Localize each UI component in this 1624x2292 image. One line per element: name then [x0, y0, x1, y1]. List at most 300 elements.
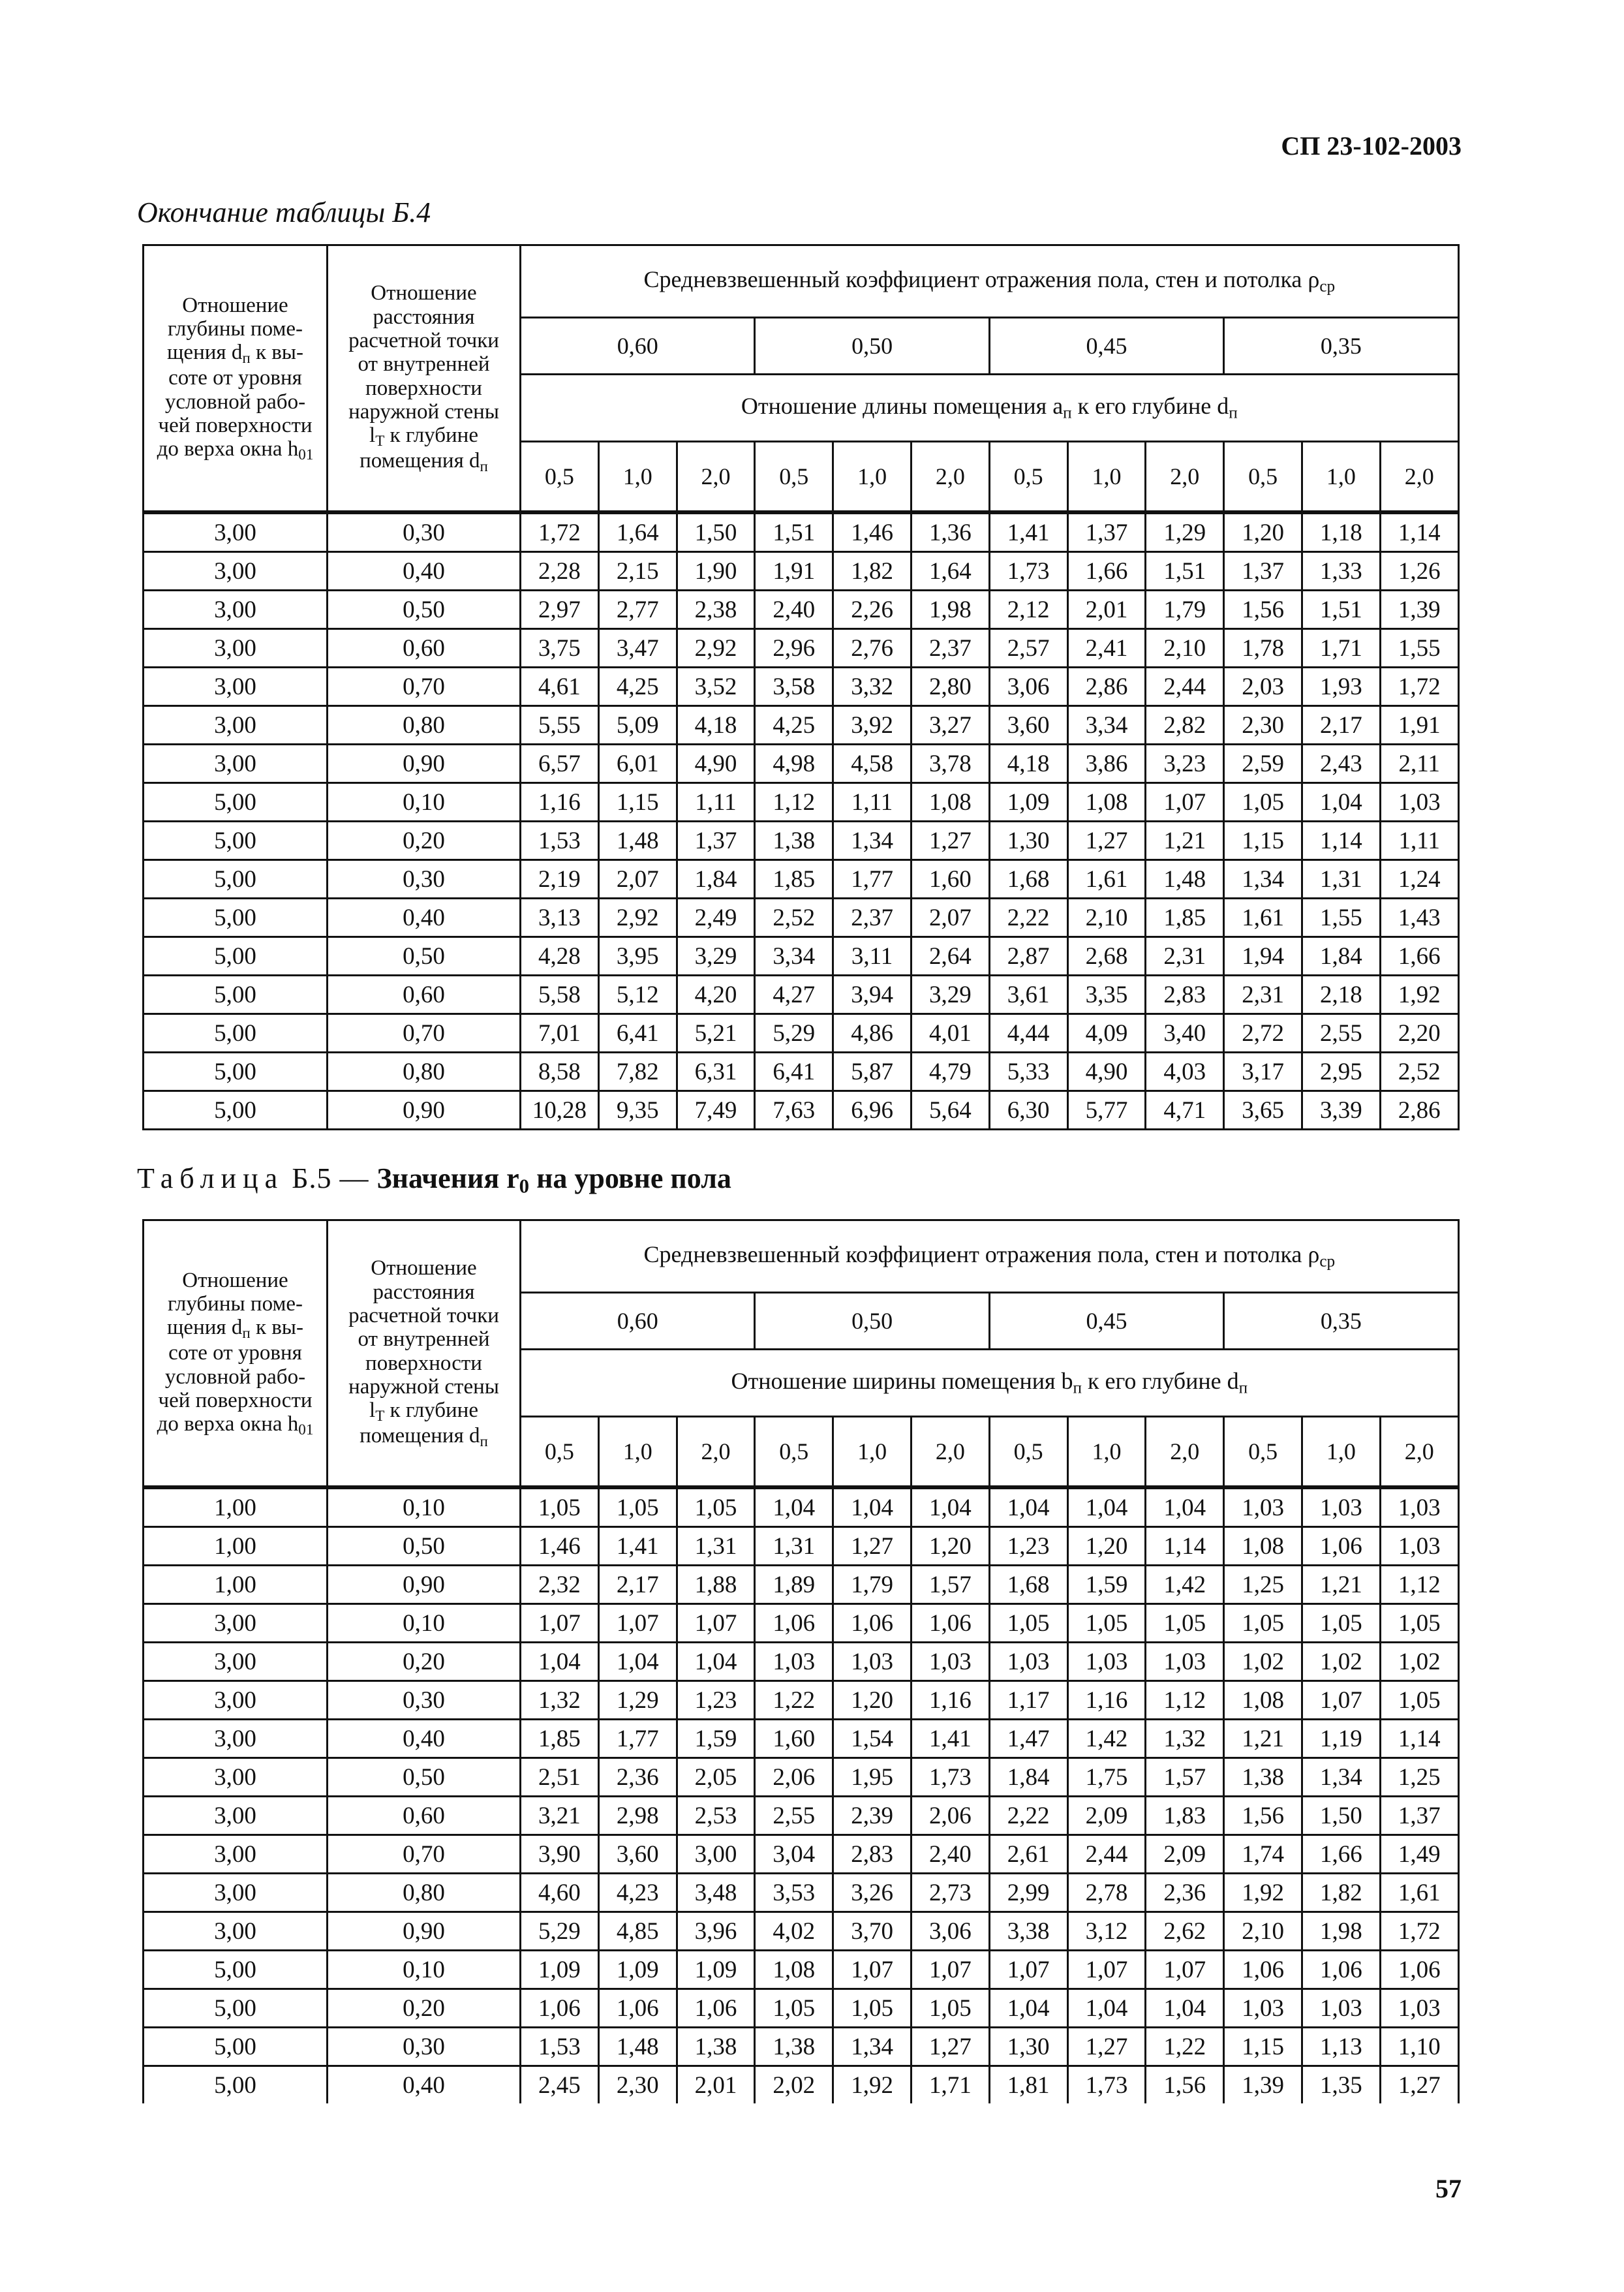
value-cell: 1,05	[1224, 1604, 1302, 1643]
value-cell: 1,05	[911, 1989, 989, 2028]
value-cell: 3,04	[755, 1835, 833, 1874]
distance-ratio-cell: 0,80	[328, 1053, 521, 1091]
value-cell: 1,26	[1380, 552, 1458, 591]
value-cell: 1,48	[1146, 860, 1224, 899]
value-cell: 1,51	[755, 512, 833, 552]
table-b4	[142, 244, 1460, 1130]
value-cell: 1,03	[1380, 783, 1458, 822]
table-row	[144, 1835, 1459, 1874]
value-cell: 6,41	[755, 1053, 833, 1091]
value-cell: 1,55	[1302, 899, 1380, 937]
subcol-header: 0,5	[1224, 442, 1302, 513]
value-cell: 1,89	[755, 1566, 833, 1604]
value-cell: 1,21	[1302, 1566, 1380, 1604]
table-row	[144, 1951, 1459, 1989]
reflectance-header: Средневзвешенный коэффициент отражения пола, стен и потолка $\rho_{ср}$	[521, 245, 1459, 318]
value-cell: 1,05	[521, 1487, 599, 1527]
value-cell: 1,38	[677, 2028, 755, 2066]
value-cell: 1,56	[1146, 2066, 1224, 2104]
value-cell: 1,57	[1146, 1758, 1224, 1797]
value-cell: 2,99	[989, 1874, 1067, 1912]
value-cell: 1,04	[598, 1643, 677, 1681]
value-cell: 6,31	[677, 1053, 755, 1091]
value-cell: 3,35	[1067, 976, 1146, 1014]
value-cell: 1,07	[1302, 1681, 1380, 1720]
value-cell: 6,96	[833, 1091, 912, 1130]
value-cell: 1,07	[598, 1604, 677, 1643]
value-cell: 1,92	[1224, 1874, 1302, 1912]
value-cell: 2,77	[598, 591, 677, 629]
value-cell: 1,37	[1380, 1797, 1458, 1835]
value-cell: 2,22	[989, 899, 1067, 937]
col2-header: Отношение расстояния расчетной точки от внутренней поверхности наружной стены $l_T$ к глубине помещения $d_п$	[328, 245, 521, 513]
value-cell: 2,40	[911, 1835, 989, 1874]
ratio-header: Отношение длины помещения $a_п$ к его глубине $d_п$	[521, 375, 1459, 442]
value-cell: 1,06	[1224, 1951, 1302, 1989]
distance-ratio-cell: 0,30	[328, 512, 521, 552]
subcol-header: 0,5	[1224, 1417, 1302, 1488]
table-row	[144, 2066, 1459, 2104]
value-cell: 1,43	[1380, 899, 1458, 937]
subcol-header: 1,0	[1067, 442, 1146, 513]
subcol-header: 2,0	[911, 1417, 989, 1488]
value-cell: 1,09	[989, 783, 1067, 822]
value-cell: 6,30	[989, 1091, 1067, 1130]
group-header: 0,60	[521, 318, 755, 375]
group-header: 0,45	[989, 1293, 1223, 1350]
value-cell: 1,03	[1380, 1527, 1458, 1566]
distance-ratio-cell: 0,20	[328, 822, 521, 860]
value-cell: 2,10	[1224, 1912, 1302, 1951]
distance-ratio-cell: 0,90	[328, 1091, 521, 1130]
value-cell: 1,27	[833, 1527, 912, 1566]
value-cell: 3,86	[1067, 745, 1146, 783]
value-cell: 1,37	[1224, 552, 1302, 591]
value-cell: 1,16	[911, 1681, 989, 1720]
height-ratio-cell: 5,00	[144, 1053, 328, 1091]
value-cell: 3,13	[521, 899, 599, 937]
distance-ratio-cell: 0,20	[328, 1989, 521, 2028]
value-cell: 1,05	[598, 1487, 677, 1527]
value-cell: 6,57	[521, 745, 599, 783]
table-row	[144, 1681, 1459, 1720]
value-cell: 7,01	[521, 1014, 599, 1053]
value-cell: 1,64	[598, 512, 677, 552]
table-row	[144, 629, 1459, 668]
value-cell: 1,23	[989, 1527, 1067, 1566]
value-cell: 3,96	[677, 1912, 755, 1951]
value-cell: 2,61	[989, 1835, 1067, 1874]
height-ratio-cell: 3,00	[144, 1604, 328, 1643]
value-cell: 2,95	[1302, 1053, 1380, 1091]
value-cell: 1,32	[1146, 1720, 1224, 1758]
value-cell: 2,43	[1302, 745, 1380, 783]
table-b4-caption: Окончание таблицы Б.4	[137, 196, 431, 228]
value-cell: 1,03	[1302, 1487, 1380, 1527]
value-cell: 1,27	[911, 822, 989, 860]
value-cell: 1,72	[1380, 1912, 1458, 1951]
height-ratio-cell: 3,00	[144, 629, 328, 668]
value-cell: 5,55	[521, 706, 599, 745]
value-cell: 1,14	[1146, 1527, 1224, 1566]
value-cell: 1,08	[1224, 1527, 1302, 1566]
height-ratio-cell: 3,00	[144, 1681, 328, 1720]
value-cell: 1,04	[677, 1643, 755, 1681]
value-cell: 6,41	[598, 1014, 677, 1053]
value-cell: 1,46	[521, 1527, 599, 1566]
value-cell: 1,29	[598, 1681, 677, 1720]
value-cell: 3,75	[521, 629, 599, 668]
table-row	[144, 2028, 1459, 2066]
value-cell: 2,92	[598, 899, 677, 937]
value-cell: 1,60	[755, 1720, 833, 1758]
value-cell: 1,22	[1146, 2028, 1224, 2066]
distance-ratio-cell: 0,10	[328, 783, 521, 822]
value-cell: 2,06	[911, 1797, 989, 1835]
height-ratio-cell: 5,00	[144, 1091, 328, 1130]
value-cell: 4,18	[677, 706, 755, 745]
value-cell: 1,03	[755, 1643, 833, 1681]
value-cell: 2,31	[1146, 937, 1224, 976]
value-cell: 3,23	[1146, 745, 1224, 783]
subcol-header: 2,0	[911, 442, 989, 513]
value-cell: 1,06	[1302, 1951, 1380, 1989]
value-cell: 1,92	[833, 2066, 912, 2104]
value-cell: 2,76	[833, 629, 912, 668]
value-cell: 1,11	[833, 783, 912, 822]
value-cell: 2,64	[911, 937, 989, 976]
value-cell: 1,05	[755, 1989, 833, 2028]
value-cell: 2,07	[598, 860, 677, 899]
value-cell: 3,60	[598, 1835, 677, 1874]
table-b4-body	[144, 512, 1459, 1130]
value-cell: 1,84	[677, 860, 755, 899]
value-cell: 1,27	[1067, 822, 1146, 860]
value-cell: 1,10	[1380, 2028, 1458, 2066]
value-cell: 4,20	[677, 976, 755, 1014]
value-cell: 2,28	[521, 552, 599, 591]
value-cell: 4,18	[989, 745, 1067, 783]
value-cell: 1,11	[1380, 822, 1458, 860]
value-cell: 1,41	[989, 512, 1067, 552]
value-cell: 1,34	[833, 822, 912, 860]
height-ratio-cell: 3,00	[144, 1758, 328, 1797]
col1-header: Отношение глубины поме- щения $d_п$ к вы- соте от уровня условной рабо- чей поверхности до верха окна $h_{01}$	[144, 1220, 328, 1488]
value-cell: 1,72	[521, 512, 599, 552]
value-cell: 1,20	[833, 1681, 912, 1720]
value-cell: 1,04	[755, 1487, 833, 1527]
distance-ratio-cell: 0,70	[328, 1014, 521, 1053]
value-cell: 3,32	[833, 668, 912, 706]
value-cell: 4,02	[755, 1912, 833, 1951]
table-row	[144, 1014, 1459, 1053]
value-cell: 1,04	[911, 1487, 989, 1527]
value-cell: 1,07	[1067, 1951, 1146, 1989]
value-cell: 3,12	[1067, 1912, 1146, 1951]
subcol-header: 2,0	[677, 1417, 755, 1488]
value-cell: 1,37	[1067, 512, 1146, 552]
value-cell: 1,85	[1146, 899, 1224, 937]
value-cell: 2,52	[1380, 1053, 1458, 1091]
value-cell: 2,96	[755, 629, 833, 668]
value-cell: 4,58	[833, 745, 912, 783]
table-row	[144, 1912, 1459, 1951]
value-cell: 3,26	[833, 1874, 912, 1912]
value-cell: 2,19	[521, 860, 599, 899]
height-ratio-cell: 5,00	[144, 1951, 328, 1989]
value-cell: 1,91	[755, 552, 833, 591]
distance-ratio-cell: 0,30	[328, 860, 521, 899]
value-cell: 1,03	[1224, 1487, 1302, 1527]
value-cell: 3,00	[677, 1835, 755, 1874]
value-cell: 3,06	[911, 1912, 989, 1951]
distance-ratio-cell: 0,60	[328, 976, 521, 1014]
value-cell: 2,68	[1067, 937, 1146, 976]
value-cell: 1,34	[1302, 1758, 1380, 1797]
value-cell: 2,02	[755, 2066, 833, 2104]
value-cell: 1,04	[1067, 1989, 1146, 2028]
table-b5-caption-title: Значения $r_0$ на уровне пола	[376, 1162, 731, 1198]
value-cell: 4,98	[755, 745, 833, 783]
value-cell: 1,78	[1224, 629, 1302, 668]
value-cell: 1,05	[833, 1989, 912, 2028]
value-cell: 1,53	[521, 822, 599, 860]
value-cell: 1,05	[1380, 1681, 1458, 1720]
value-cell: 1,30	[989, 822, 1067, 860]
subcol-header: 0,5	[521, 442, 599, 513]
value-cell: 3,78	[911, 745, 989, 783]
value-cell: 1,73	[911, 1758, 989, 1797]
value-cell: 3,95	[598, 937, 677, 976]
value-cell: 1,93	[1302, 668, 1380, 706]
value-cell: 1,79	[1146, 591, 1224, 629]
value-cell: 2,26	[833, 591, 912, 629]
value-cell: 1,56	[1224, 591, 1302, 629]
value-cell: 1,75	[1067, 1758, 1146, 1797]
value-cell: 1,06	[598, 1989, 677, 2028]
table-row	[144, 1758, 1459, 1797]
value-cell: 1,06	[755, 1604, 833, 1643]
table-row	[144, 1091, 1459, 1130]
value-cell: 1,73	[989, 552, 1067, 591]
height-ratio-cell: 3,00	[144, 1874, 328, 1912]
distance-ratio-cell: 0,50	[328, 1758, 521, 1797]
value-cell: 1,07	[911, 1951, 989, 1989]
height-ratio-cell: 5,00	[144, 860, 328, 899]
distance-ratio-cell: 0,70	[328, 668, 521, 706]
group-header: 0,35	[1224, 1293, 1458, 1350]
value-cell: 2,40	[755, 591, 833, 629]
value-cell: 1,15	[1224, 2028, 1302, 2066]
col1-header: Отношение глубины поме- щения $d_п$ к вы- соте от уровня условной рабо- чей поверхности до верха окна $h_{01}$	[144, 245, 328, 513]
table-b5-caption-label: Таблица	[137, 1162, 284, 1194]
value-cell: 2,51	[521, 1758, 599, 1797]
subcol-header: 0,5	[755, 1417, 833, 1488]
value-cell: 2,20	[1380, 1014, 1458, 1053]
value-cell: 3,39	[1302, 1091, 1380, 1130]
value-cell: 1,14	[1380, 1720, 1458, 1758]
value-cell: 1,02	[1302, 1643, 1380, 1681]
height-ratio-cell: 5,00	[144, 1014, 328, 1053]
height-ratio-cell: 3,00	[144, 745, 328, 783]
height-ratio-cell: 3,00	[144, 1912, 328, 1951]
value-cell: 1,07	[833, 1951, 912, 1989]
value-cell: 2,97	[521, 591, 599, 629]
value-cell: 1,07	[989, 1951, 1067, 1989]
value-cell: 1,98	[911, 591, 989, 629]
value-cell: 1,08	[911, 783, 989, 822]
table-row	[144, 976, 1459, 1014]
value-cell: 1,77	[833, 860, 912, 899]
group-header: 0,35	[1224, 318, 1458, 375]
value-cell: 1,12	[755, 783, 833, 822]
height-ratio-cell: 5,00	[144, 937, 328, 976]
subcol-header: 2,0	[1380, 1417, 1458, 1488]
value-cell: 1,05	[1302, 1604, 1380, 1643]
value-cell: 1,79	[833, 1566, 912, 1604]
value-cell: 1,41	[598, 1527, 677, 1566]
value-cell: 4,27	[755, 976, 833, 1014]
value-cell: 1,15	[1224, 822, 1302, 860]
table-row	[144, 1643, 1459, 1681]
value-cell: 1,15	[598, 783, 677, 822]
height-ratio-cell: 5,00	[144, 783, 328, 822]
value-cell: 1,03	[911, 1643, 989, 1681]
value-cell: 1,34	[1224, 860, 1302, 899]
value-cell: 5,87	[833, 1053, 912, 1091]
value-cell: 1,34	[833, 2028, 912, 2066]
value-cell: 1,05	[1224, 783, 1302, 822]
value-cell: 1,14	[1302, 822, 1380, 860]
table-row	[144, 1527, 1459, 1566]
value-cell: 1,04	[1146, 1487, 1224, 1527]
subcol-header: 1,0	[1067, 1417, 1146, 1488]
subcol-header: 1,0	[1302, 1417, 1380, 1488]
value-cell: 4,01	[911, 1014, 989, 1053]
col2-header: Отношение расстояния расчетной точки от внутренней поверхности наружной стены $l_T$ к глубине помещения $d_п$	[328, 1220, 521, 1488]
value-cell: 1,07	[677, 1604, 755, 1643]
value-cell: 1,16	[521, 783, 599, 822]
value-cell: 2,78	[1067, 1874, 1146, 1912]
value-cell: 1,83	[1146, 1797, 1224, 1835]
value-cell: 3,48	[677, 1874, 755, 1912]
table-row	[144, 899, 1459, 937]
value-cell: 1,27	[911, 2028, 989, 2066]
distance-ratio-cell: 0,20	[328, 1643, 521, 1681]
subcol-header: 1,0	[598, 442, 677, 513]
value-cell: 1,03	[1146, 1643, 1224, 1681]
height-ratio-cell: 1,00	[144, 1566, 328, 1604]
value-cell: 1,27	[1067, 2028, 1146, 2066]
value-cell: 2,59	[1224, 745, 1302, 783]
value-cell: 2,12	[989, 591, 1067, 629]
value-cell: 2,05	[677, 1758, 755, 1797]
distance-ratio-cell: 0,10	[328, 1951, 521, 1989]
value-cell: 2,83	[833, 1835, 912, 1874]
value-cell: 2,32	[521, 1566, 599, 1604]
table-row	[144, 668, 1459, 706]
group-header: 0,60	[521, 1293, 755, 1350]
value-cell: 4,60	[521, 1874, 599, 1912]
value-cell: 2,10	[1067, 899, 1146, 937]
value-cell: 1,04	[521, 1643, 599, 1681]
distance-ratio-cell: 0,40	[328, 1720, 521, 1758]
value-cell: 1,07	[1146, 783, 1224, 822]
table-row	[144, 552, 1459, 591]
value-cell: 1,31	[755, 1527, 833, 1566]
height-ratio-cell: 3,00	[144, 1720, 328, 1758]
subcol-header: 0,5	[755, 442, 833, 513]
value-cell: 2,44	[1146, 668, 1224, 706]
value-cell: 2,55	[755, 1797, 833, 1835]
value-cell: 3,29	[911, 976, 989, 1014]
value-cell: 5,58	[521, 976, 599, 1014]
value-cell: 1,85	[755, 860, 833, 899]
value-cell: 2,86	[1067, 668, 1146, 706]
value-cell: 1,11	[677, 783, 755, 822]
value-cell: 4,90	[1067, 1053, 1146, 1091]
value-cell: 2,17	[1302, 706, 1380, 745]
value-cell: 1,82	[1302, 1874, 1380, 1912]
value-cell: 3,40	[1146, 1014, 1224, 1053]
value-cell: 1,68	[989, 860, 1067, 899]
distance-ratio-cell: 0,90	[328, 745, 521, 783]
value-cell: 4,03	[1146, 1053, 1224, 1091]
value-cell: 2,30	[598, 2066, 677, 2104]
value-cell: 1,39	[1380, 591, 1458, 629]
value-cell: 2,87	[989, 937, 1067, 976]
value-cell: 1,31	[677, 1527, 755, 1566]
value-cell: 1,94	[1224, 937, 1302, 976]
value-cell: 1,66	[1380, 937, 1458, 976]
value-cell: 3,27	[911, 706, 989, 745]
value-cell: 2,62	[1146, 1912, 1224, 1951]
value-cell: 6,01	[598, 745, 677, 783]
value-cell: 1,64	[911, 552, 989, 591]
value-cell: 1,23	[677, 1681, 755, 1720]
value-cell: 1,03	[833, 1643, 912, 1681]
value-cell: 5,29	[521, 1912, 599, 1951]
group-header: 0,50	[755, 1293, 989, 1350]
value-cell: 1,06	[1302, 1527, 1380, 1566]
table-b5	[142, 1219, 1460, 2103]
value-cell: 1,03	[989, 1643, 1067, 1681]
height-ratio-cell: 1,00	[144, 1527, 328, 1566]
value-cell: 1,06	[677, 1989, 755, 2028]
value-cell: 1,39	[1224, 2066, 1302, 2104]
value-cell: 1,98	[1302, 1912, 1380, 1951]
value-cell: 1,95	[833, 1758, 912, 1797]
value-cell: 1,05	[1146, 1604, 1224, 1643]
value-cell: 1,37	[677, 822, 755, 860]
value-cell: 2,37	[833, 899, 912, 937]
value-cell: 1,85	[521, 1720, 599, 1758]
value-cell: 7,82	[598, 1053, 677, 1091]
value-cell: 5,12	[598, 976, 677, 1014]
value-cell: 3,38	[989, 1912, 1067, 1951]
value-cell: 1,31	[1302, 860, 1380, 899]
value-cell: 1,55	[1380, 629, 1458, 668]
subcol-header: 1,0	[833, 1417, 912, 1488]
subcol-header: 1,0	[598, 1417, 677, 1488]
distance-ratio-cell: 0,80	[328, 706, 521, 745]
value-cell: 2,10	[1146, 629, 1224, 668]
height-ratio-cell: 5,00	[144, 976, 328, 1014]
value-cell: 1,42	[1146, 1566, 1224, 1604]
value-cell: 1,71	[911, 2066, 989, 2104]
height-ratio-cell: 1,00	[144, 1487, 328, 1527]
distance-ratio-cell: 0,50	[328, 937, 521, 976]
